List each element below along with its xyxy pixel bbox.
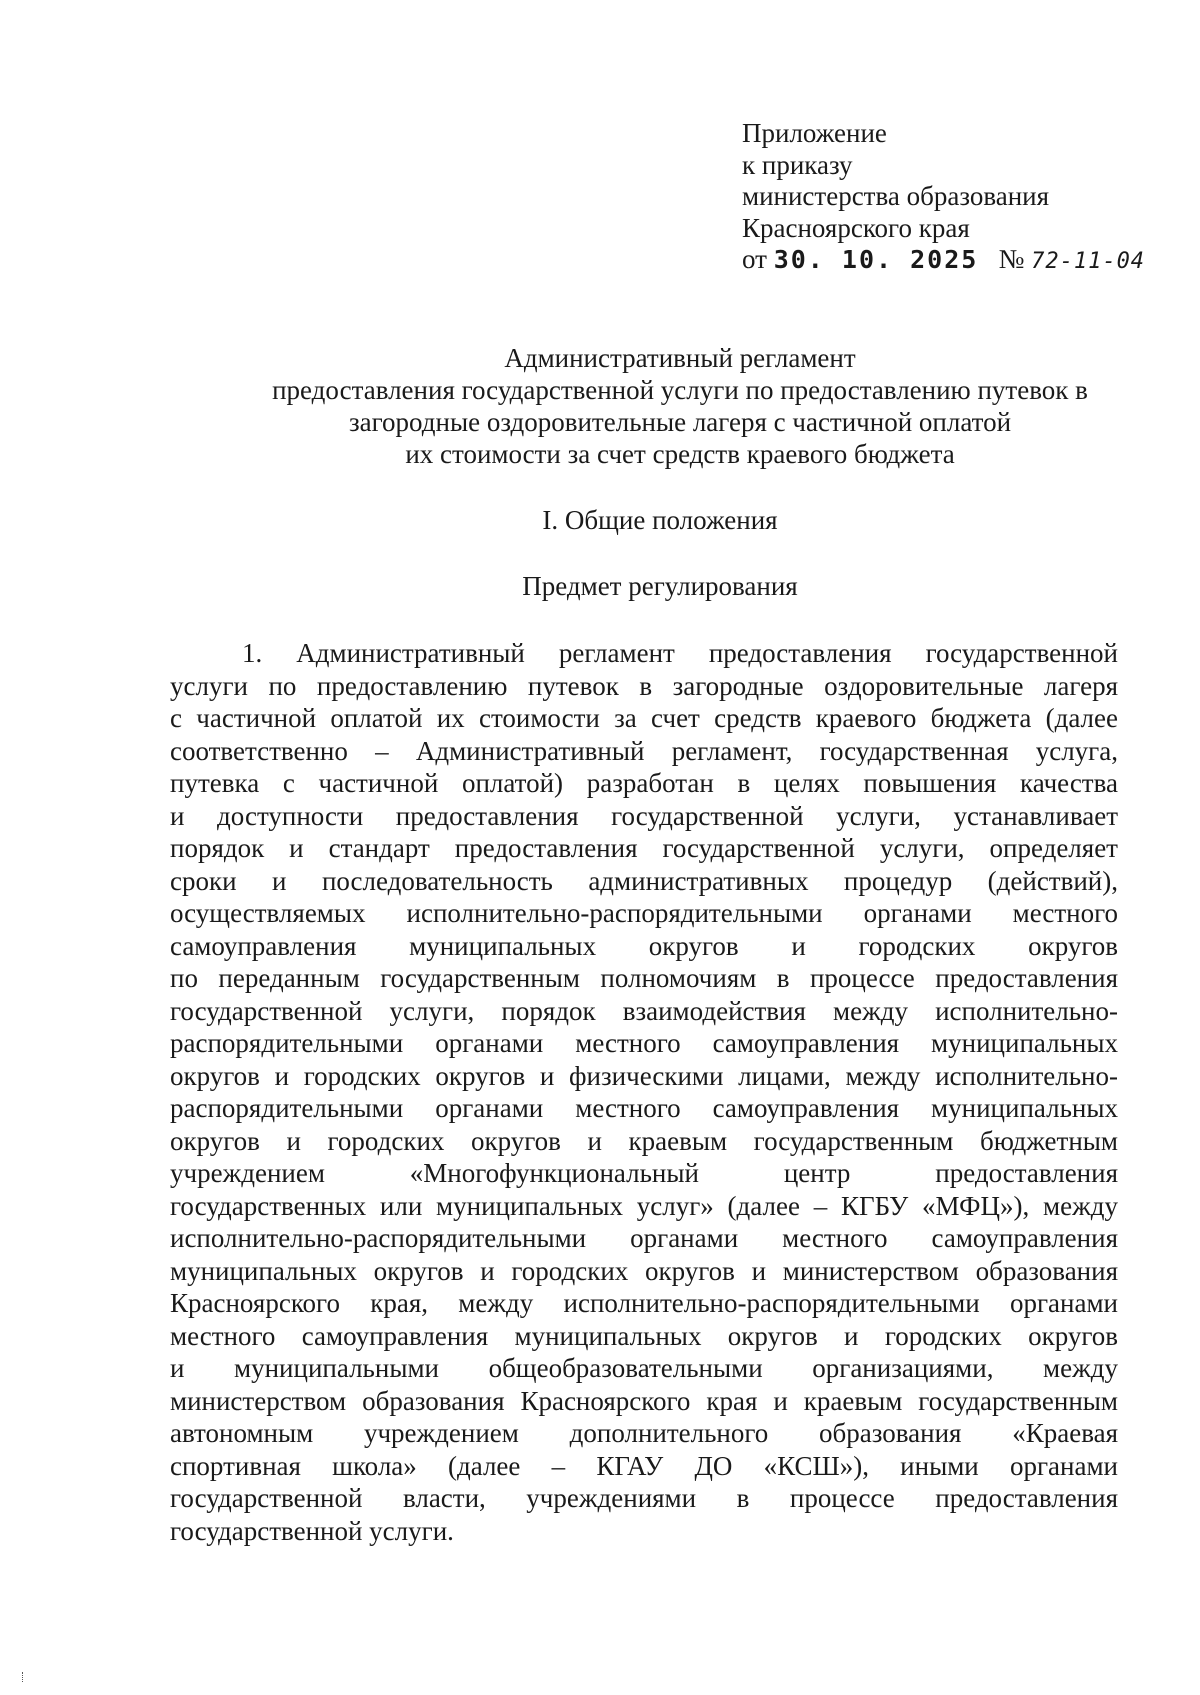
subsection-heading: Предмет регулирования [522,571,798,601]
appendix-line-2: к приказу [742,149,853,180]
paragraph-line: местного самоуправления муниципальных округов и городских округов [170,1320,1118,1351]
appendix-block [742,118,1145,278]
date-prefix: от [742,244,767,274]
paragraph-1 [170,637,1118,1547]
paragraph-line: путевка с частичной оплатой) разработан в целях повышения качества [170,768,1118,798]
order-date: 30. 10. 2025 [773,245,979,274]
paragraph-line: и муниципальными общеобразовательными организациями, между [170,1353,1118,1383]
paragraph-line: соответственно – Административный регламент, государственная услуга, [170,735,1118,766]
order-date-number-line [742,244,1145,278]
order-number: 72-11-04 [1031,249,1146,274]
paragraph-line: учреждением «Многофункциональный центр предоставления [170,1158,1118,1188]
paragraph-line: государственной услуги. [170,1515,454,1546]
title-line-3: загородные оздоровительные лагеря с частичной оплатой [348,407,1012,437]
appendix-line-4: Красноярского края [742,212,970,243]
paragraph-line: муниципальных округов и городских округов и министерством образования [170,1255,1118,1286]
paragraph-line: услуги по предоставлению путевок в загородные оздоровительные лагеря [170,670,1118,701]
paragraph-line: Красноярского края, между исполнительно-распорядительными органами [170,1288,1118,1318]
paragraph-line: министерством образования Красноярского края и краевым государственным [170,1385,1118,1416]
paragraph-line: спортивная школа» (далее – КГАУ ДО «КСШ»), иными органами [170,1450,1118,1481]
paragraph-line: с частичной оплатой их стоимости за счет средств краевого бюджета (далее [170,703,1118,733]
document-title [240,342,1120,470]
paragraph-line: государственной власти, учреждениями в процессе предоставления [170,1483,1118,1513]
scan-edge-mark [22,1672,25,1682]
paragraph-line: порядок и стандарт предоставления государственной услуги, определяет [170,833,1118,863]
paragraph-line: исполнительно-распорядительными органами местного самоуправления [170,1223,1118,1253]
paragraph-line: 1. Административный регламент предоставления государственной [242,638,1118,668]
appendix-line-3: министерства образования [742,181,1050,211]
paragraph-line: сроки и последовательность административных процедур (действий), [170,865,1118,896]
paragraph-line: государственных или муниципальных услуг» (далее – КГБУ «МФЦ»), между [170,1190,1118,1221]
paragraph-line: округов и городских округов и физическими лицами, между исполнительно- [170,1060,1118,1091]
paragraph-line: осуществляемых исполнительно-распорядительными органами местного [170,898,1118,928]
paragraph-line: самоуправления муниципальных округов и городских округов [170,930,1118,961]
paragraph-line: распорядительными органами местного самоуправления муниципальных [170,1093,1118,1123]
paragraph-line: по переданным государственным полномочиям в процессе предоставления [170,963,1118,993]
title-line-1: Административный регламент [504,343,856,373]
paragraph-line: автономным учреждением дополнительного образования «Краевая [170,1418,1118,1448]
paragraph-line: и доступности предоставления государственной услуги, устанавливает [170,800,1118,831]
title-line-4: их стоимости за счет средств краевого бюджета [405,439,955,469]
appendix-line-1: Приложение [742,118,887,148]
paragraph-line: государственной услуги, порядок взаимодействия между исполнительно- [170,995,1118,1026]
title-line-2: предоставления государственной услуги по предоставлению путевок в [272,375,1088,405]
section-heading: I. Общие положения [542,505,778,535]
paragraph-line: округов и городских округов и краевым государственным бюджетным [170,1125,1118,1156]
number-prefix: № [998,244,1025,274]
paragraph-line: распорядительными органами местного самоуправления муниципальных [170,1028,1118,1058]
